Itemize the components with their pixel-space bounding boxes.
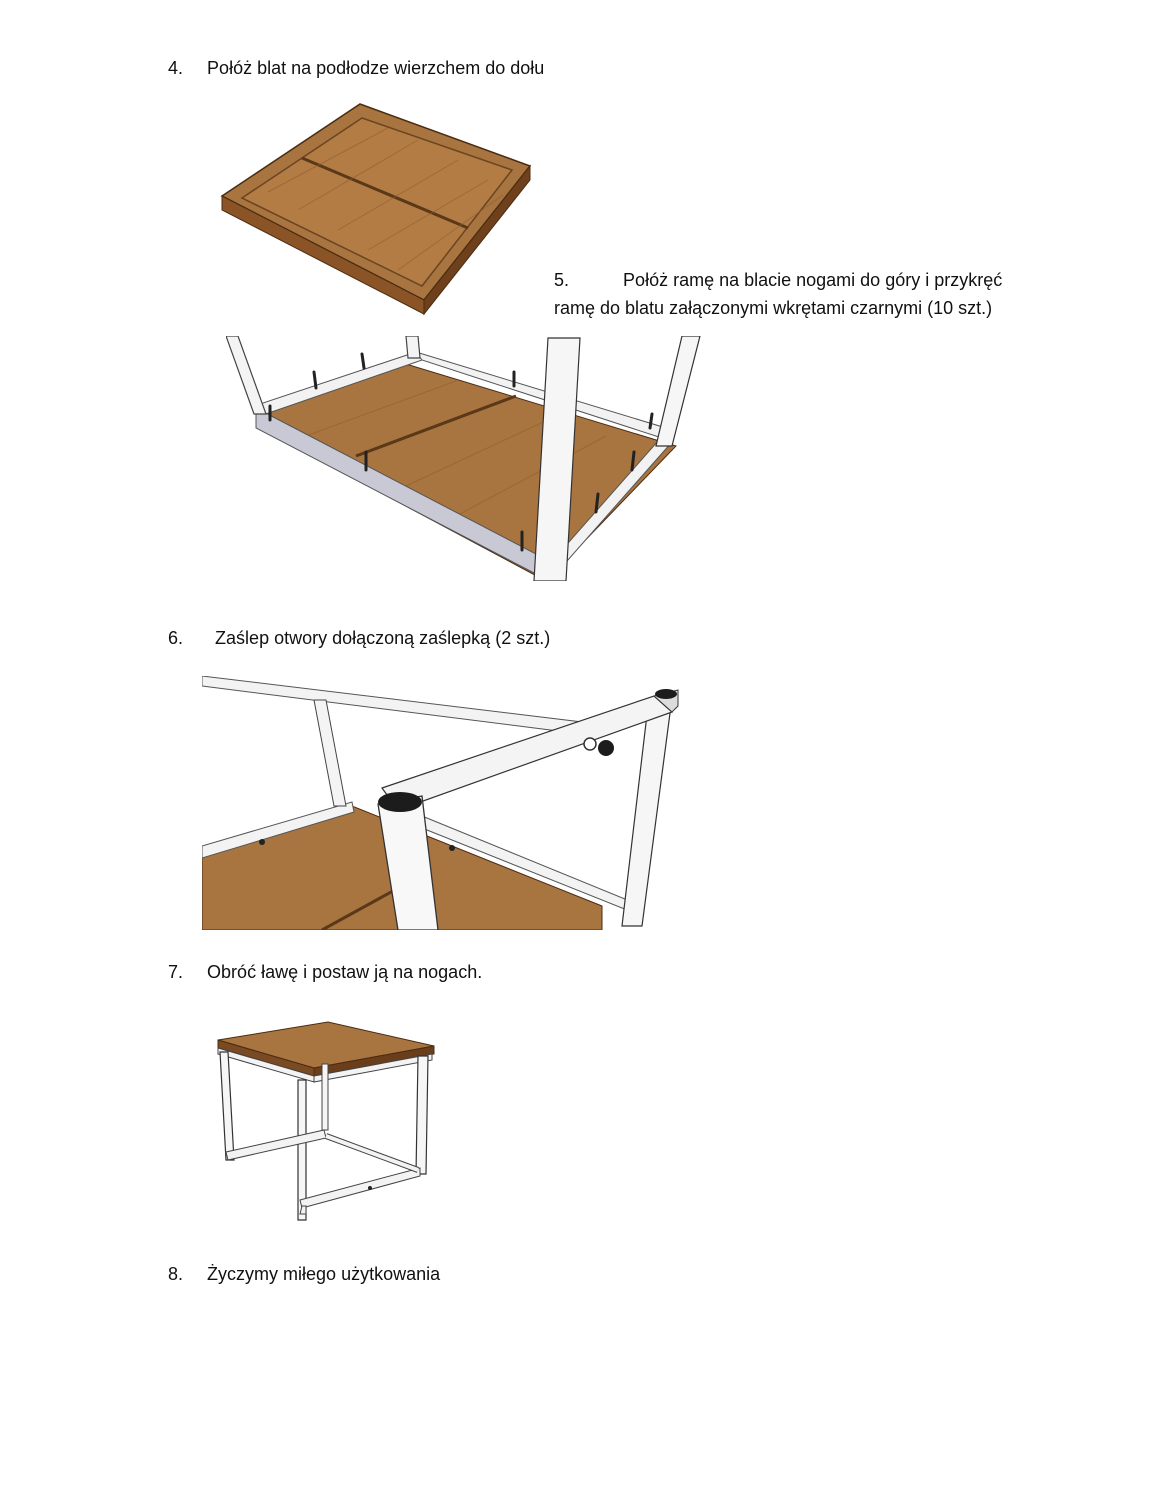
step-number: 5. (554, 270, 570, 290)
step-number: 7. (168, 962, 184, 982)
step-text-line1: Połóż ramę na blacie nogami do góry i przykręć (623, 270, 1003, 290)
step-text-line2: ramę do blatu załączonymi wkrętami czarnymi (10 szt.) (554, 298, 993, 318)
assembled-table-illustration (214, 1020, 440, 1226)
step-text: Zaślep otwory dołączoną zaślepką (2 szt.) (215, 628, 551, 648)
step-5 (554, 266, 1054, 322)
step-text: Obróć ławę i postaw ją na nogach. (207, 962, 483, 982)
tabletop-face-down-illustration (218, 100, 538, 320)
step-text: Połóż blat na podłodze wierzchem do dołu (207, 58, 545, 78)
frame-on-tabletop-illustration (226, 336, 706, 581)
step-number: 6. (168, 628, 184, 648)
step-4 (168, 56, 544, 80)
step-7 (168, 960, 482, 984)
step-8 (168, 1262, 440, 1286)
step-6 (168, 626, 550, 650)
step-number: 8. (168, 1264, 184, 1284)
step-text: Życzymy miłego użytkowania (207, 1264, 441, 1284)
step-number: 4. (168, 58, 184, 78)
cap-holes-illustration (202, 676, 682, 930)
